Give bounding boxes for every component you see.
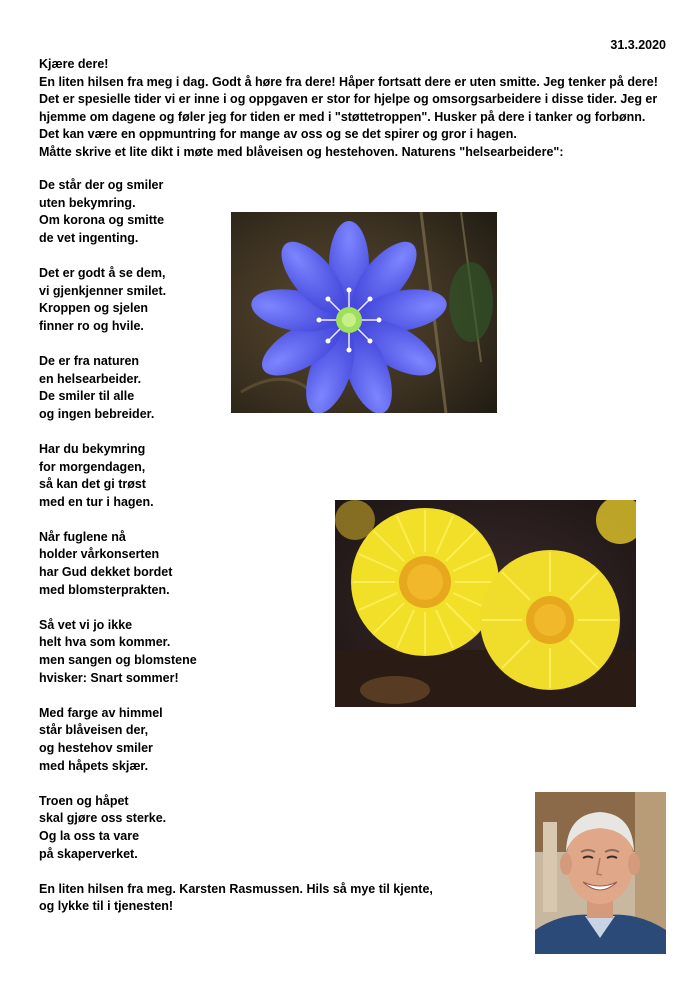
poem-line: for morgendagen,: [39, 459, 146, 474]
intro-line: Kjære dere!: [39, 57, 109, 71]
poem-line: på skaperverket.: [39, 846, 138, 861]
poem-line: Med farge av himmel: [39, 705, 163, 720]
poem-line: holder vårkonserten: [39, 547, 160, 562]
poem-line: finner ro og hvile.: [39, 318, 144, 333]
poem-line: og hestehov smiler: [39, 741, 153, 755]
poem-line: uten bekymring.: [39, 195, 136, 210]
poem-line: står blåveisen der,: [39, 723, 149, 738]
letter-date: 31.3.2020: [610, 38, 666, 52]
poem-line: vi gjenkjenner smilet.: [39, 283, 167, 298]
poem-line: og ingen bebreider.: [39, 406, 155, 421]
poem-line: De er fra naturen: [39, 353, 140, 368]
poem-line: hvisker: Snart sommer!: [39, 670, 179, 685]
poem-line: men sangen og blomstene: [39, 653, 197, 668]
intro-line: Det kan være en oppmuntring for mange av oss og se det spirer og gror i hagen.: [39, 127, 517, 142]
poem-line: Så vet vi jo ikke: [39, 617, 133, 632]
poem-line: med en tur i hagen.: [39, 494, 154, 509]
poem-line: med blomsterprakten.: [39, 582, 170, 597]
poem-line: helt hva som kommer.: [39, 635, 171, 650]
poem-line: en helsearbeider.: [39, 371, 142, 386]
poem-line: De smiler til alle: [39, 389, 135, 404]
poem-line: Troen og håpet: [39, 793, 129, 808]
intro-line: Det er spesielle tider vi er inne i og oppgaven er stor for hjelpe og omsorgsarbeidere i disse tider. Jeg er: [39, 92, 658, 107]
poem-line: Om korona og smitte: [39, 213, 165, 228]
poem-line: med håpets skjær.: [39, 758, 149, 773]
poem-line: har Gud dekket bordet: [39, 565, 173, 580]
coltsfoot-photo: [335, 500, 636, 707]
poem-line: og lykke til i tjenesten!: [39, 899, 174, 914]
intro-line: Måtte skrive et lite dikt i møte med blåveisen og hestehoven. Naturens "helsearbeidere":: [39, 144, 564, 159]
poem-line: En liten hilsen fra meg. Karsten Rasmussen. Hils så mye til kjente,: [39, 881, 433, 896]
poem-line: Og la oss ta vare: [39, 828, 140, 843]
hepatica-photo: [231, 212, 497, 413]
author-portrait: [535, 792, 666, 954]
poem-line: skal gjøre oss sterke.: [39, 811, 167, 826]
poem-line: de vet ingenting.: [39, 230, 139, 245]
intro-line: hjemme om dagene og føler jeg for tiden er med i "støttetroppen". Husker på dere i tanker og forbønn.: [39, 109, 646, 124]
poem-line: Kroppen og sjelen: [39, 301, 149, 316]
poem-line: Har du bekymring: [39, 441, 146, 456]
intro-line: En liten hilsen fra meg i dag. Godt å høre fra dere! Håper fortsatt dere er uten smitte. Jeg tenker på dere!: [39, 74, 658, 89]
poem-line: så kan det gi trøst: [39, 477, 146, 492]
poem-stanza: [39, 881, 459, 916]
poem-stanza: [39, 793, 459, 863]
poem-line: Det er godt å se dem,: [39, 265, 166, 280]
poem-stanza: [39, 705, 459, 775]
letter-intro: [39, 56, 679, 162]
poem-line: De står der og smiler: [39, 178, 164, 192]
poem-line: Når fuglene nå: [39, 529, 126, 544]
